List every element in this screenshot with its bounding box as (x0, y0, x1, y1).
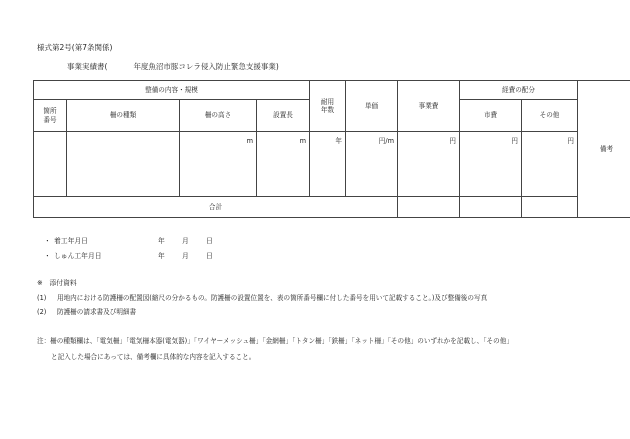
day-label: 日 (206, 237, 213, 245)
header-location-number: 箇所 番号 (34, 100, 67, 132)
unit-yen-city: 円 (511, 137, 518, 145)
completion-date-line (44, 250, 230, 260)
month-label: 月 (182, 237, 189, 245)
title-prefix: 事業実績書( (67, 62, 108, 71)
cell-total-project-cost[interactable] (398, 197, 460, 218)
cell-total-city-cost[interactable] (460, 197, 522, 218)
unit-yen-project: 円 (449, 137, 456, 145)
project-results-table (33, 80, 630, 218)
attachments-heading: ※ 添付資料 (37, 279, 77, 287)
unit-yen-per-meter: 円/m (378, 137, 394, 145)
start-date-line (44, 235, 230, 245)
header-fence-type: 柵の種類 (67, 100, 180, 132)
cell-fence-type[interactable] (67, 132, 180, 197)
form-number: 様式第2号(第7条関係) (37, 43, 113, 52)
unit-yen-other: 円 (567, 137, 574, 145)
completion-date-label: しゅん工年月日 (54, 252, 102, 260)
cell-total-other-cost[interactable] (522, 197, 578, 218)
attachment-text: 防護柵の請求書及び明細書 (57, 308, 137, 316)
cell-unit-price[interactable] (346, 132, 398, 197)
cell-other-cost[interactable] (522, 132, 578, 197)
header-unit-price: 単価 (346, 81, 398, 132)
note-text-line2: と記入した場合にあっては、備考欄に具体的な内容を記入すること。 (51, 353, 256, 361)
note-text-line1: 注：柵の種類欄は、「電気柵」「電気柵本器(電気器)」「ワイヤーメッシュ柵」「金網柵」「トタン柵」「鉄柵」「ネット柵」「その他」のいずれかを記載し、「その他」 (37, 337, 513, 345)
month-label: 月 (182, 252, 189, 260)
header-cost-allocation: 経費の配分 (460, 81, 578, 100)
attachment-text: 用地内における防護柵の配置図(縮尺の分かるもの。防護柵の設置位置を、表の箇所番号欄に付した番号を用いて記載すること。)及び整備後の写真 (57, 294, 488, 302)
title-suffix: 年度魚沼市豚コレラ侵入防止緊急支援事業) (133, 62, 279, 71)
cell-fence-height[interactable] (180, 132, 257, 197)
header-fence-height: 柵の高さ (180, 100, 257, 132)
document-title (67, 61, 279, 72)
start-date-label: 着工年月日 (54, 237, 88, 245)
bullet: ・ (44, 237, 51, 245)
header-fence-details: 整備の内容・規模 (34, 81, 310, 100)
bullet: ・ (44, 252, 51, 260)
attachment-number: (2) (37, 308, 47, 316)
total-label: 合計 (34, 197, 398, 218)
header-remarks: 備考 (578, 81, 630, 218)
cell-service-life[interactable] (310, 132, 346, 197)
year-label: 年 (158, 237, 165, 245)
unit-meter-height: m (246, 137, 253, 145)
unit-meter-length: m (299, 137, 306, 145)
header-service-life: 耐用 年数 (310, 81, 346, 132)
attachment-item (37, 306, 136, 316)
cell-project-cost[interactable] (398, 132, 460, 197)
header-project-cost: 事業費 (398, 81, 460, 132)
header-city-cost: 市費 (460, 100, 522, 132)
header-installation-length: 設置長 (257, 100, 310, 132)
attachment-number: (1) (37, 294, 47, 302)
unit-years: 年 (335, 137, 342, 145)
cell-location-number[interactable] (34, 132, 67, 197)
cell-installation-length[interactable] (257, 132, 310, 197)
year-label: 年 (158, 252, 165, 260)
attachment-item (37, 292, 487, 302)
header-other: その他 (522, 100, 578, 132)
day-label: 日 (206, 252, 213, 260)
cell-city-cost[interactable] (460, 132, 522, 197)
